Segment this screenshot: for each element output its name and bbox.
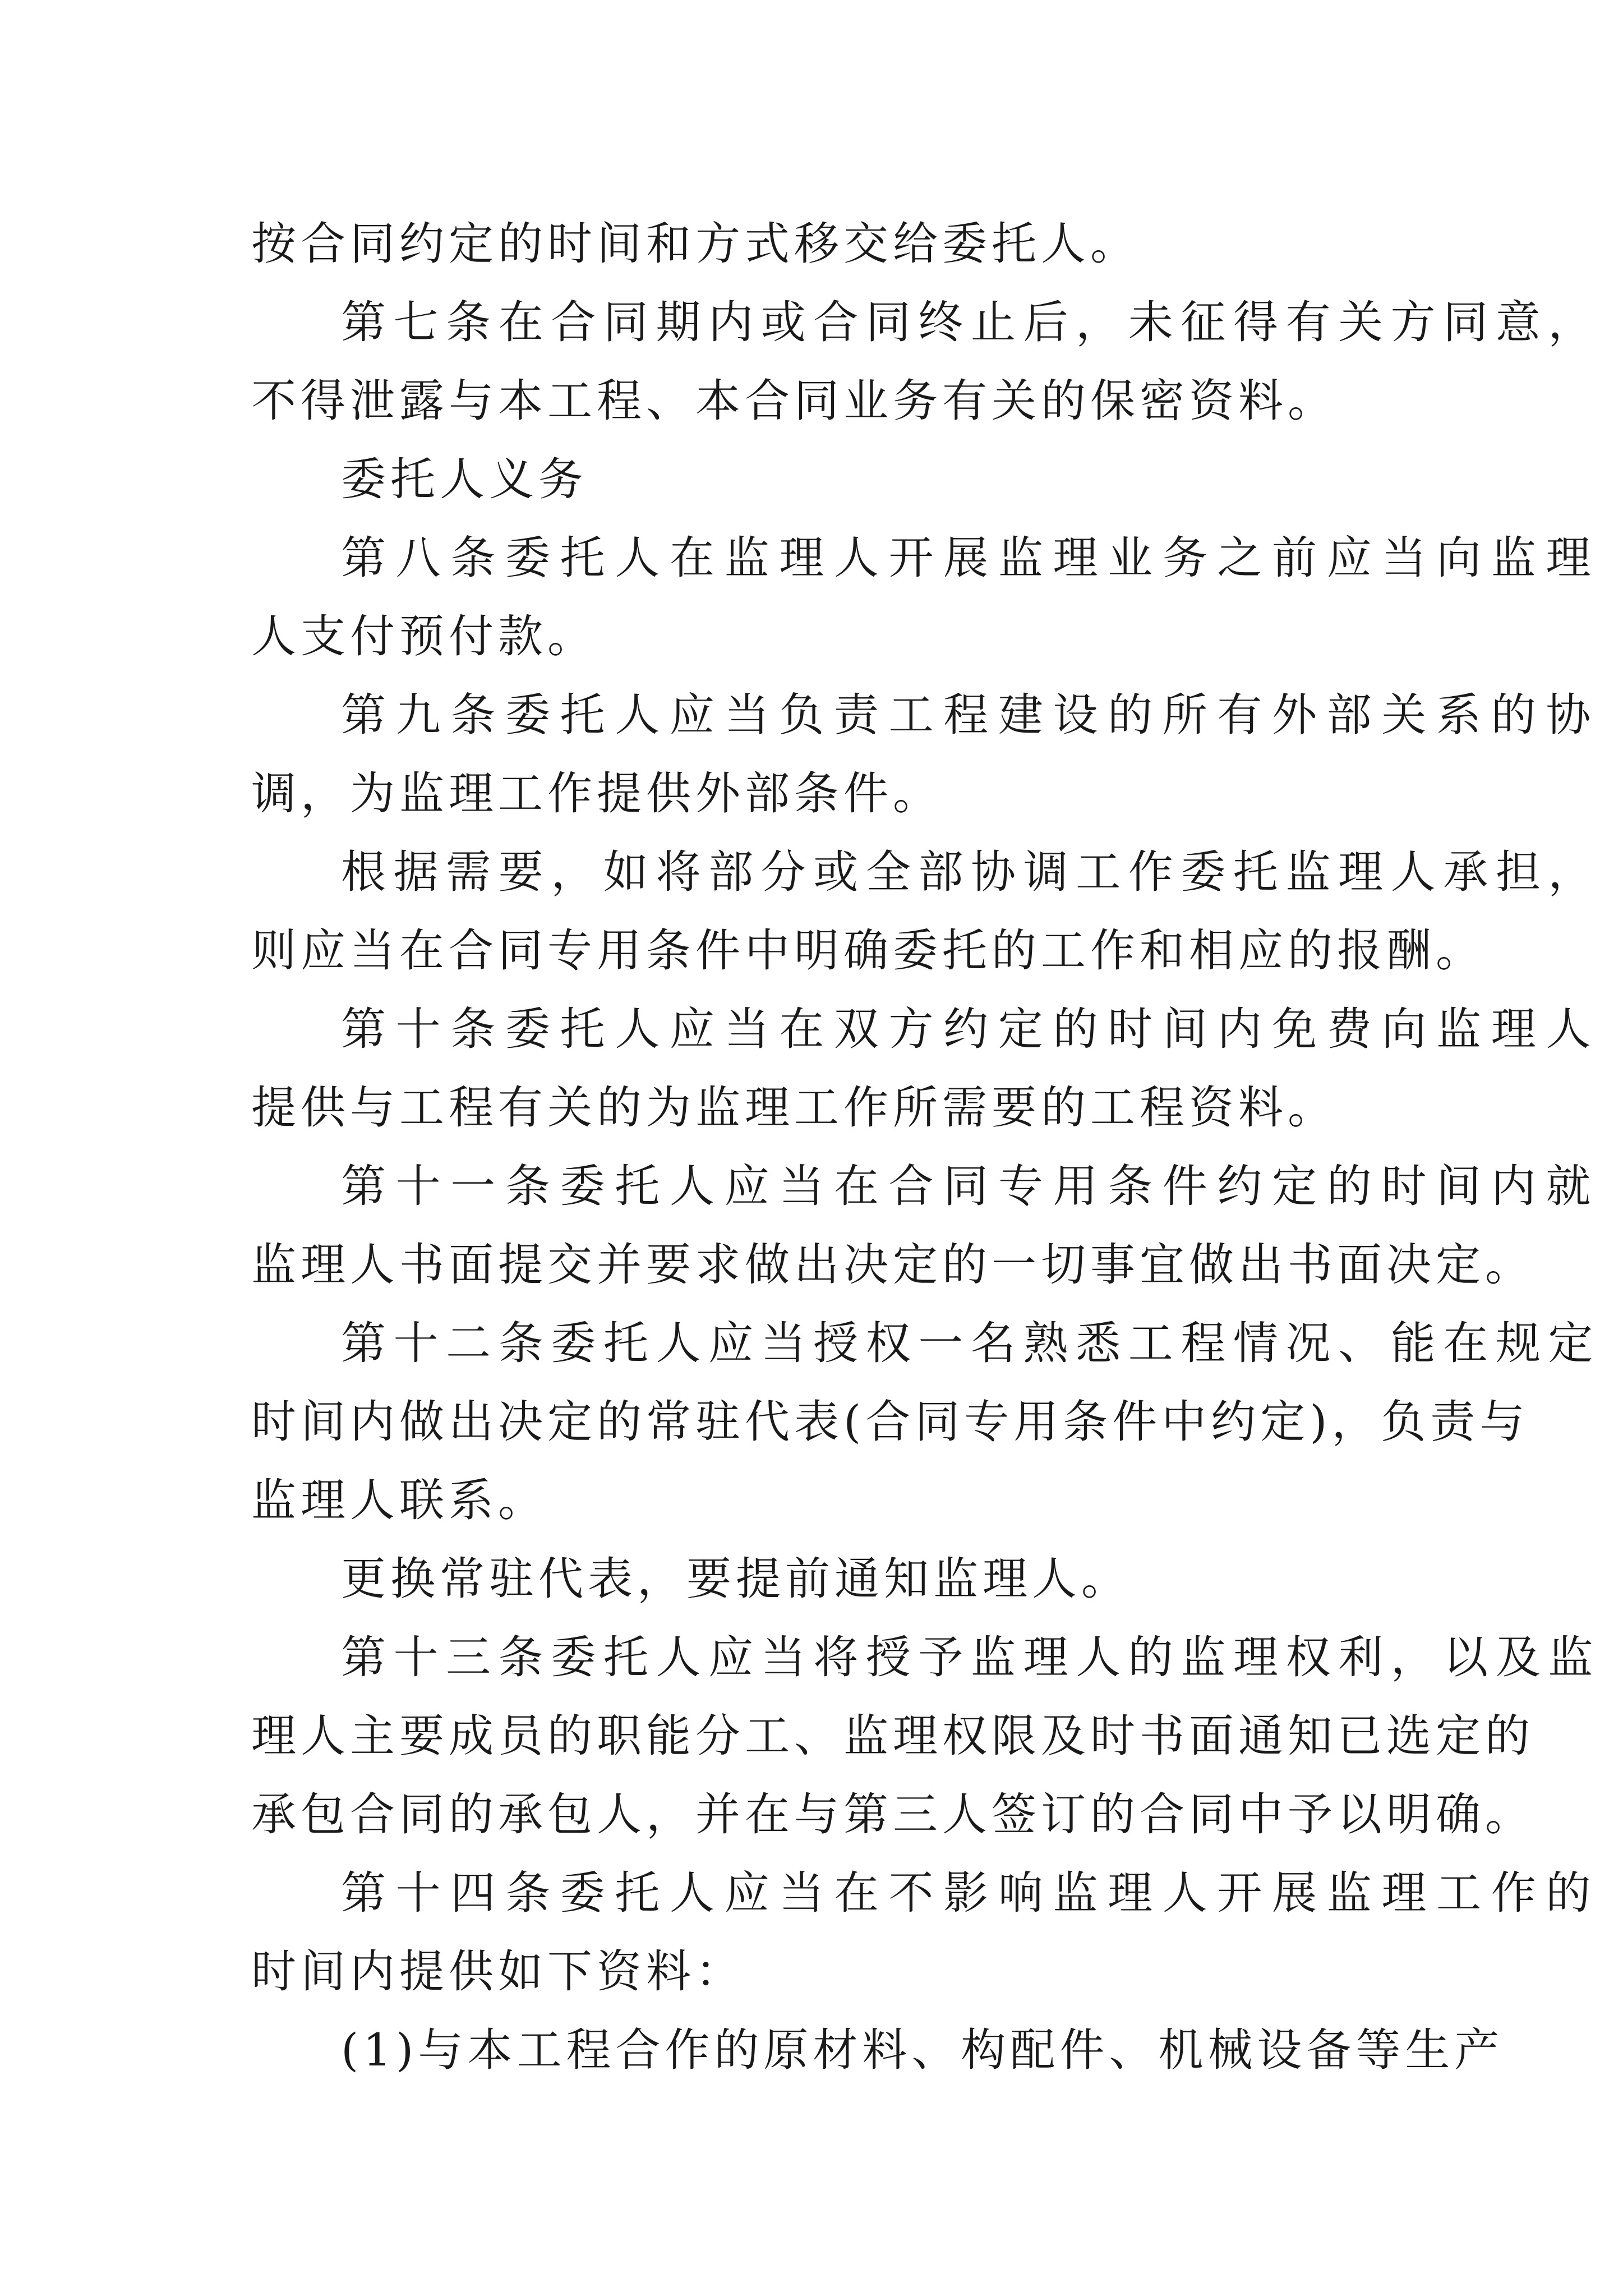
text-line: 人支付预付款。 bbox=[251, 610, 597, 662]
text-line: 第八条委托人在监理人开展监理业务之前应当向监理 bbox=[341, 532, 1601, 584]
text-line: (1)与本工程合作的原材料、构配件、机械设备等生产 bbox=[341, 2024, 1504, 2076]
text-line: 监理人联系。 bbox=[251, 1474, 547, 1526]
text-line: 第十一条委托人应当在合同专用条件约定的时间内就 bbox=[341, 1160, 1601, 1212]
text-line: 根据需要，如将部分或全部协调工作委托监理人承担， bbox=[341, 846, 1601, 898]
text-line: 时间内提供如下资料： bbox=[251, 1945, 745, 1998]
text-line: 第十三条委托人应当将授予监理人的监理权利，以及监 bbox=[341, 1631, 1601, 1683]
section-heading: 委托人义务 bbox=[341, 453, 588, 505]
text-line: 第十四条委托人应当在不影响监理人开展监理工作的 bbox=[341, 1867, 1601, 1919]
text-line: 更换常驻代表，要提前通知监理人。 bbox=[341, 1553, 1131, 1605]
text-line: 承包合同的承包人，并在与第三人签订的合同中予以明确。 bbox=[251, 1788, 1534, 1841]
text-line: 理人主要成员的职能分工、监理权限及时书面通知已选定的 bbox=[251, 1710, 1534, 1762]
text-line: 提供与工程有关的为监理工作所需要的工程资料。 bbox=[251, 1082, 1337, 1134]
text-line: 第十二条委托人应当授权一名熟悉工程情况、能在规定 bbox=[341, 1317, 1601, 1369]
text-line: 第十条委托人应当在双方约定的时间内免费向监理人 bbox=[341, 1003, 1601, 1055]
text-line: 监理人书面提交并要求做出决定的一切事宜做出书面决定。 bbox=[251, 1239, 1534, 1291]
text-line: 调，为监理工作提供外部条件。 bbox=[251, 767, 942, 820]
text-line: 时间内做出决定的常驻代表(合同专用条件中约定)，负责与 bbox=[251, 1396, 1529, 1448]
text-line: 第九条委托人应当负责工程建设的所有外部关系的协 bbox=[341, 689, 1601, 741]
text-line: 第七条在合同期内或合同终止后，未征得有关方同意， bbox=[341, 296, 1601, 348]
text-line: 按合同约定的时间和方式移交给委托人。 bbox=[251, 218, 1140, 270]
text-line: 不得泄露与本工程、本合同业务有关的保密资料。 bbox=[251, 375, 1337, 427]
text-line: 则应当在合同专用条件中明确委托的工作和相应的报酬。 bbox=[251, 924, 1485, 977]
